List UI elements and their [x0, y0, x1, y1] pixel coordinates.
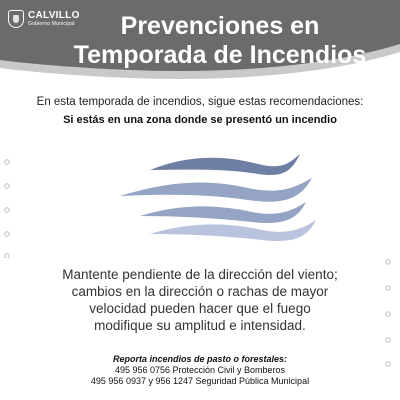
- logo-subtitle: Gobierno Municipal: [28, 21, 75, 27]
- recommendation-text: [40, 266, 360, 334]
- body-line-4: modifique su amplitud e intensidad.: [94, 318, 306, 333]
- body-line-1: Mantente pendiente de la dirección del viento;: [62, 267, 338, 282]
- footer-lead: Reporta incendios de pasto o forestales:: [112, 354, 288, 364]
- header-banner: [0, 0, 400, 86]
- page-title: [40, 12, 400, 70]
- logo-name: CALVILLO: [28, 10, 80, 21]
- footer-contact-2: 495 956 0937 y 956 1247 Seguridad Pública Municipal: [90, 376, 310, 386]
- title-line-1: Prevenciones en: [120, 12, 320, 40]
- intro-text: En esta temporada de incendios, sigue estas recomendaciones:: [36, 96, 364, 108]
- body-line-2: cambios en la dirección o rachas de mayor: [71, 284, 329, 299]
- wind-icon: [0, 148, 400, 253]
- shield-icon: [8, 10, 24, 28]
- contact-footer: [0, 354, 400, 387]
- decorative-dots-right: [376, 258, 396, 368]
- intro-highlight: Si estás en una zona donde se presentó un incendio: [63, 114, 337, 126]
- footer-contact-1: 495 956 0756 Protección Civil y Bomberos: [114, 365, 286, 375]
- title-line-2: Temporada de Incendios: [73, 41, 367, 69]
- body-line-3: velocidad pueden hacer que el fuego: [89, 301, 311, 316]
